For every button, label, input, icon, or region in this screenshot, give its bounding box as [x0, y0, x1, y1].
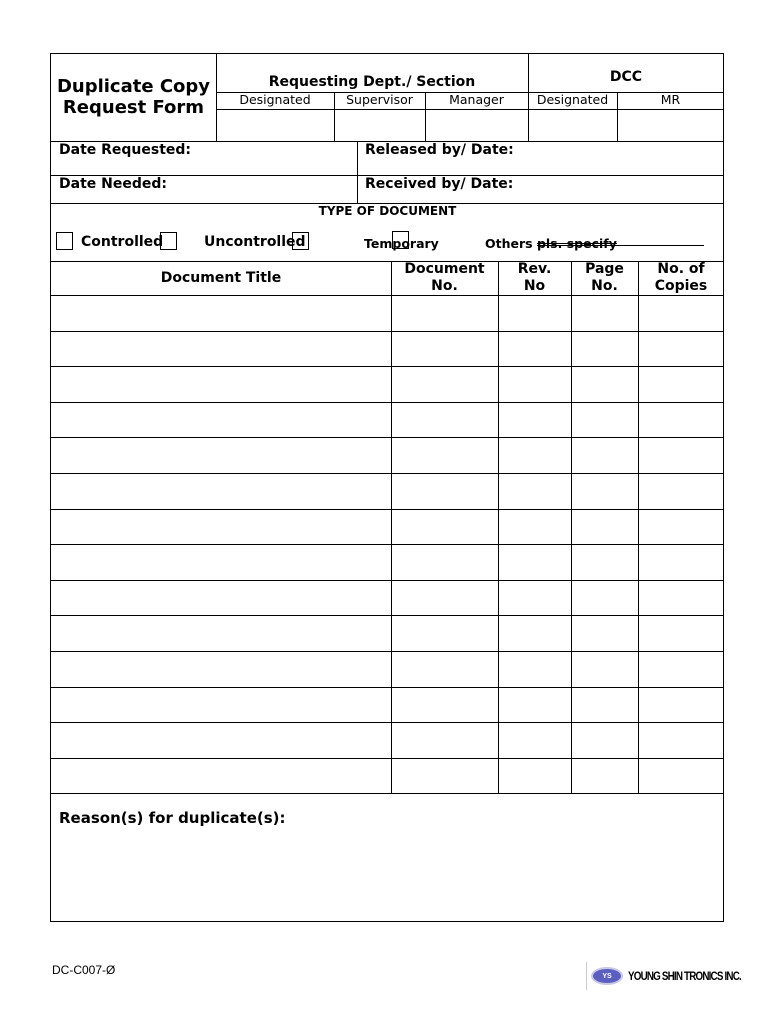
rev-no-cell[interactable]	[502, 659, 567, 685]
document-no-cell[interactable]	[395, 623, 494, 649]
divider	[51, 437, 724, 438]
document-no-cell[interactable]	[395, 695, 494, 721]
col-rev-line2: No	[523, 278, 546, 294]
page-no-cell[interactable]	[575, 588, 634, 614]
document-no-cell[interactable]	[395, 374, 494, 400]
document-no-cell[interactable]	[395, 517, 494, 543]
copies-cell[interactable]	[642, 730, 720, 756]
copies-cell[interactable]	[642, 552, 720, 578]
divider	[51, 758, 724, 759]
col-page-no	[571, 261, 638, 295]
logo-mark-icon: YS	[591, 967, 623, 985]
document-title-cell[interactable]	[55, 481, 387, 507]
company-name: YOUNG SHIN TRONICS INC.	[628, 969, 741, 983]
copies-cell[interactable]	[642, 445, 720, 471]
divider	[51, 295, 724, 296]
approval-col-manager: Manager	[449, 92, 504, 107]
document-title-cell[interactable]	[55, 374, 387, 400]
rev-no-cell[interactable]	[502, 588, 567, 614]
divider	[51, 544, 724, 545]
page-no-cell[interactable]	[575, 623, 634, 649]
approval-col-supervisor: Supervisor	[346, 92, 413, 107]
approval-col-designated: Designated	[239, 92, 311, 107]
divider	[498, 261, 499, 793]
uncontrolled-checkbox[interactable]	[292, 232, 309, 250]
col-page-line1: Page	[585, 261, 624, 277]
document-title-cell[interactable]	[55, 730, 387, 756]
received-by-label: Received by/ Date:	[365, 176, 514, 192]
divider	[51, 651, 724, 652]
document-title-cell[interactable]	[55, 659, 387, 685]
date-needed-label: Date Needed:	[59, 176, 167, 192]
form-title	[51, 54, 216, 140]
controlled-label: Controlled	[81, 234, 164, 250]
form-title-line2: Request Form	[62, 97, 205, 118]
page-no-cell[interactable]	[575, 410, 634, 436]
document-title-cell[interactable]	[55, 303, 387, 329]
document-no-cell[interactable]	[395, 766, 494, 792]
col-copies-line1: No. of	[657, 261, 705, 277]
rev-no-cell[interactable]	[502, 623, 567, 649]
divider	[571, 261, 572, 793]
copies-cell[interactable]	[642, 623, 720, 649]
document-no-cell[interactable]	[395, 410, 494, 436]
document-title-cell[interactable]	[55, 445, 387, 471]
copies-cell[interactable]	[642, 410, 720, 436]
col-rev-line1: Rev.	[517, 261, 552, 277]
copies-cell[interactable]	[642, 374, 720, 400]
divider	[391, 261, 392, 793]
document-no-cell[interactable]	[395, 659, 494, 685]
copies-cell[interactable]	[642, 517, 720, 543]
requesting-dept-header: Requesting Dept./ Section	[268, 74, 476, 90]
approval-col-mr: MR	[660, 92, 681, 107]
copies-cell[interactable]	[642, 695, 720, 721]
others-specify-text: pls. specify	[536, 236, 617, 251]
company-logo	[586, 962, 766, 990]
rev-no-cell[interactable]	[502, 730, 567, 756]
others-text: Others	[485, 236, 533, 251]
page-no-cell[interactable]	[575, 517, 634, 543]
col-document-title: Document Title	[160, 269, 282, 286]
page-no-cell[interactable]	[575, 730, 634, 756]
copies-cell[interactable]	[642, 588, 720, 614]
col-document-no-line1: Document	[404, 261, 485, 277]
others-specify-line[interactable]	[537, 245, 704, 246]
signature-cell-manager[interactable]	[426, 110, 527, 140]
page-no-cell[interactable]	[575, 552, 634, 578]
divider	[51, 402, 724, 403]
rev-no-cell[interactable]	[502, 339, 567, 365]
reason-label: Reason(s) for duplicate(s):	[59, 809, 286, 827]
col-page-line2: No.	[591, 278, 618, 294]
type-of-document-header: TYPE OF DOCUMENT	[318, 204, 457, 218]
rev-no-cell[interactable]	[502, 481, 567, 507]
copies-cell[interactable]	[642, 766, 720, 792]
page-no-cell[interactable]	[575, 339, 634, 365]
divider	[51, 793, 724, 794]
divider	[51, 722, 724, 723]
document-title-cell[interactable]	[55, 552, 387, 578]
duplicate-copy-request-form	[50, 53, 724, 922]
divider	[357, 141, 358, 203]
document-no-cell[interactable]	[395, 445, 494, 471]
rev-no-cell[interactable]	[502, 445, 567, 471]
page-no-cell[interactable]	[575, 695, 634, 721]
controlled-checkbox[interactable]	[56, 232, 73, 250]
page-no-cell[interactable]	[575, 445, 634, 471]
copies-cell[interactable]	[642, 339, 720, 365]
document-no-cell[interactable]	[395, 481, 494, 507]
page-no-cell[interactable]	[575, 659, 634, 685]
divider	[51, 580, 724, 581]
page-no-cell[interactable]	[575, 766, 634, 792]
page-no-cell[interactable]	[575, 303, 634, 329]
document-no-cell[interactable]	[395, 339, 494, 365]
released-by-label: Released by/ Date:	[365, 142, 514, 158]
uncontrolled-label: Uncontrolled	[204, 234, 306, 250]
document-no-cell[interactable]	[395, 730, 494, 756]
col-rev-no	[498, 261, 571, 295]
divider	[51, 687, 724, 688]
col-document-no-line2: No.	[431, 278, 458, 294]
document-title-cell[interactable]	[55, 695, 387, 721]
temporary-checkbox[interactable]	[392, 231, 409, 249]
copies-cell[interactable]	[642, 659, 720, 685]
temporary-label: Temporary	[364, 236, 439, 251]
col-copies-line2: Copies	[654, 278, 708, 294]
signature-cell-dcc-designated[interactable]	[529, 110, 616, 140]
document-title-cell[interactable]	[55, 517, 387, 543]
document-title-cell[interactable]	[55, 623, 387, 649]
document-no-cell[interactable]	[395, 588, 494, 614]
signature-cell-designated[interactable]	[217, 110, 333, 140]
col-document-no	[391, 261, 498, 295]
document-title-cell[interactable]	[55, 766, 387, 792]
controlled-checkbox-box[interactable]	[160, 232, 177, 250]
page-no-cell[interactable]	[575, 481, 634, 507]
rev-no-cell[interactable]	[502, 374, 567, 400]
document-title-cell[interactable]	[55, 410, 387, 436]
rev-no-cell[interactable]	[502, 695, 567, 721]
copies-cell[interactable]	[642, 481, 720, 507]
rev-no-cell[interactable]	[502, 766, 567, 792]
others-label	[485, 236, 617, 251]
dcc-header: DCC	[609, 69, 643, 85]
document-code: DC-C007-Ø	[52, 963, 116, 977]
col-no-of-copies	[638, 261, 724, 295]
divider	[638, 261, 639, 793]
signature-cell-mr[interactable]	[618, 110, 723, 140]
copies-cell[interactable]	[642, 303, 720, 329]
rev-no-cell[interactable]	[502, 303, 567, 329]
rev-no-cell[interactable]	[502, 517, 567, 543]
divider	[51, 366, 724, 367]
page-no-cell[interactable]	[575, 374, 634, 400]
divider	[51, 331, 724, 332]
signature-cell-supervisor[interactable]	[335, 110, 424, 140]
document-title-cell[interactable]	[55, 339, 387, 365]
document-title-cell[interactable]	[55, 588, 387, 614]
date-requested-label: Date Requested:	[59, 142, 192, 158]
form-title-line1: Duplicate Copy	[56, 76, 211, 97]
document-no-cell[interactable]	[395, 552, 494, 578]
divider	[51, 473, 724, 474]
approval-col-dcc-designated: Designated	[536, 92, 609, 107]
rev-no-cell[interactable]	[502, 552, 567, 578]
divider	[51, 615, 724, 616]
rev-no-cell[interactable]	[502, 410, 567, 436]
divider	[51, 509, 724, 510]
document-no-cell[interactable]	[395, 303, 494, 329]
